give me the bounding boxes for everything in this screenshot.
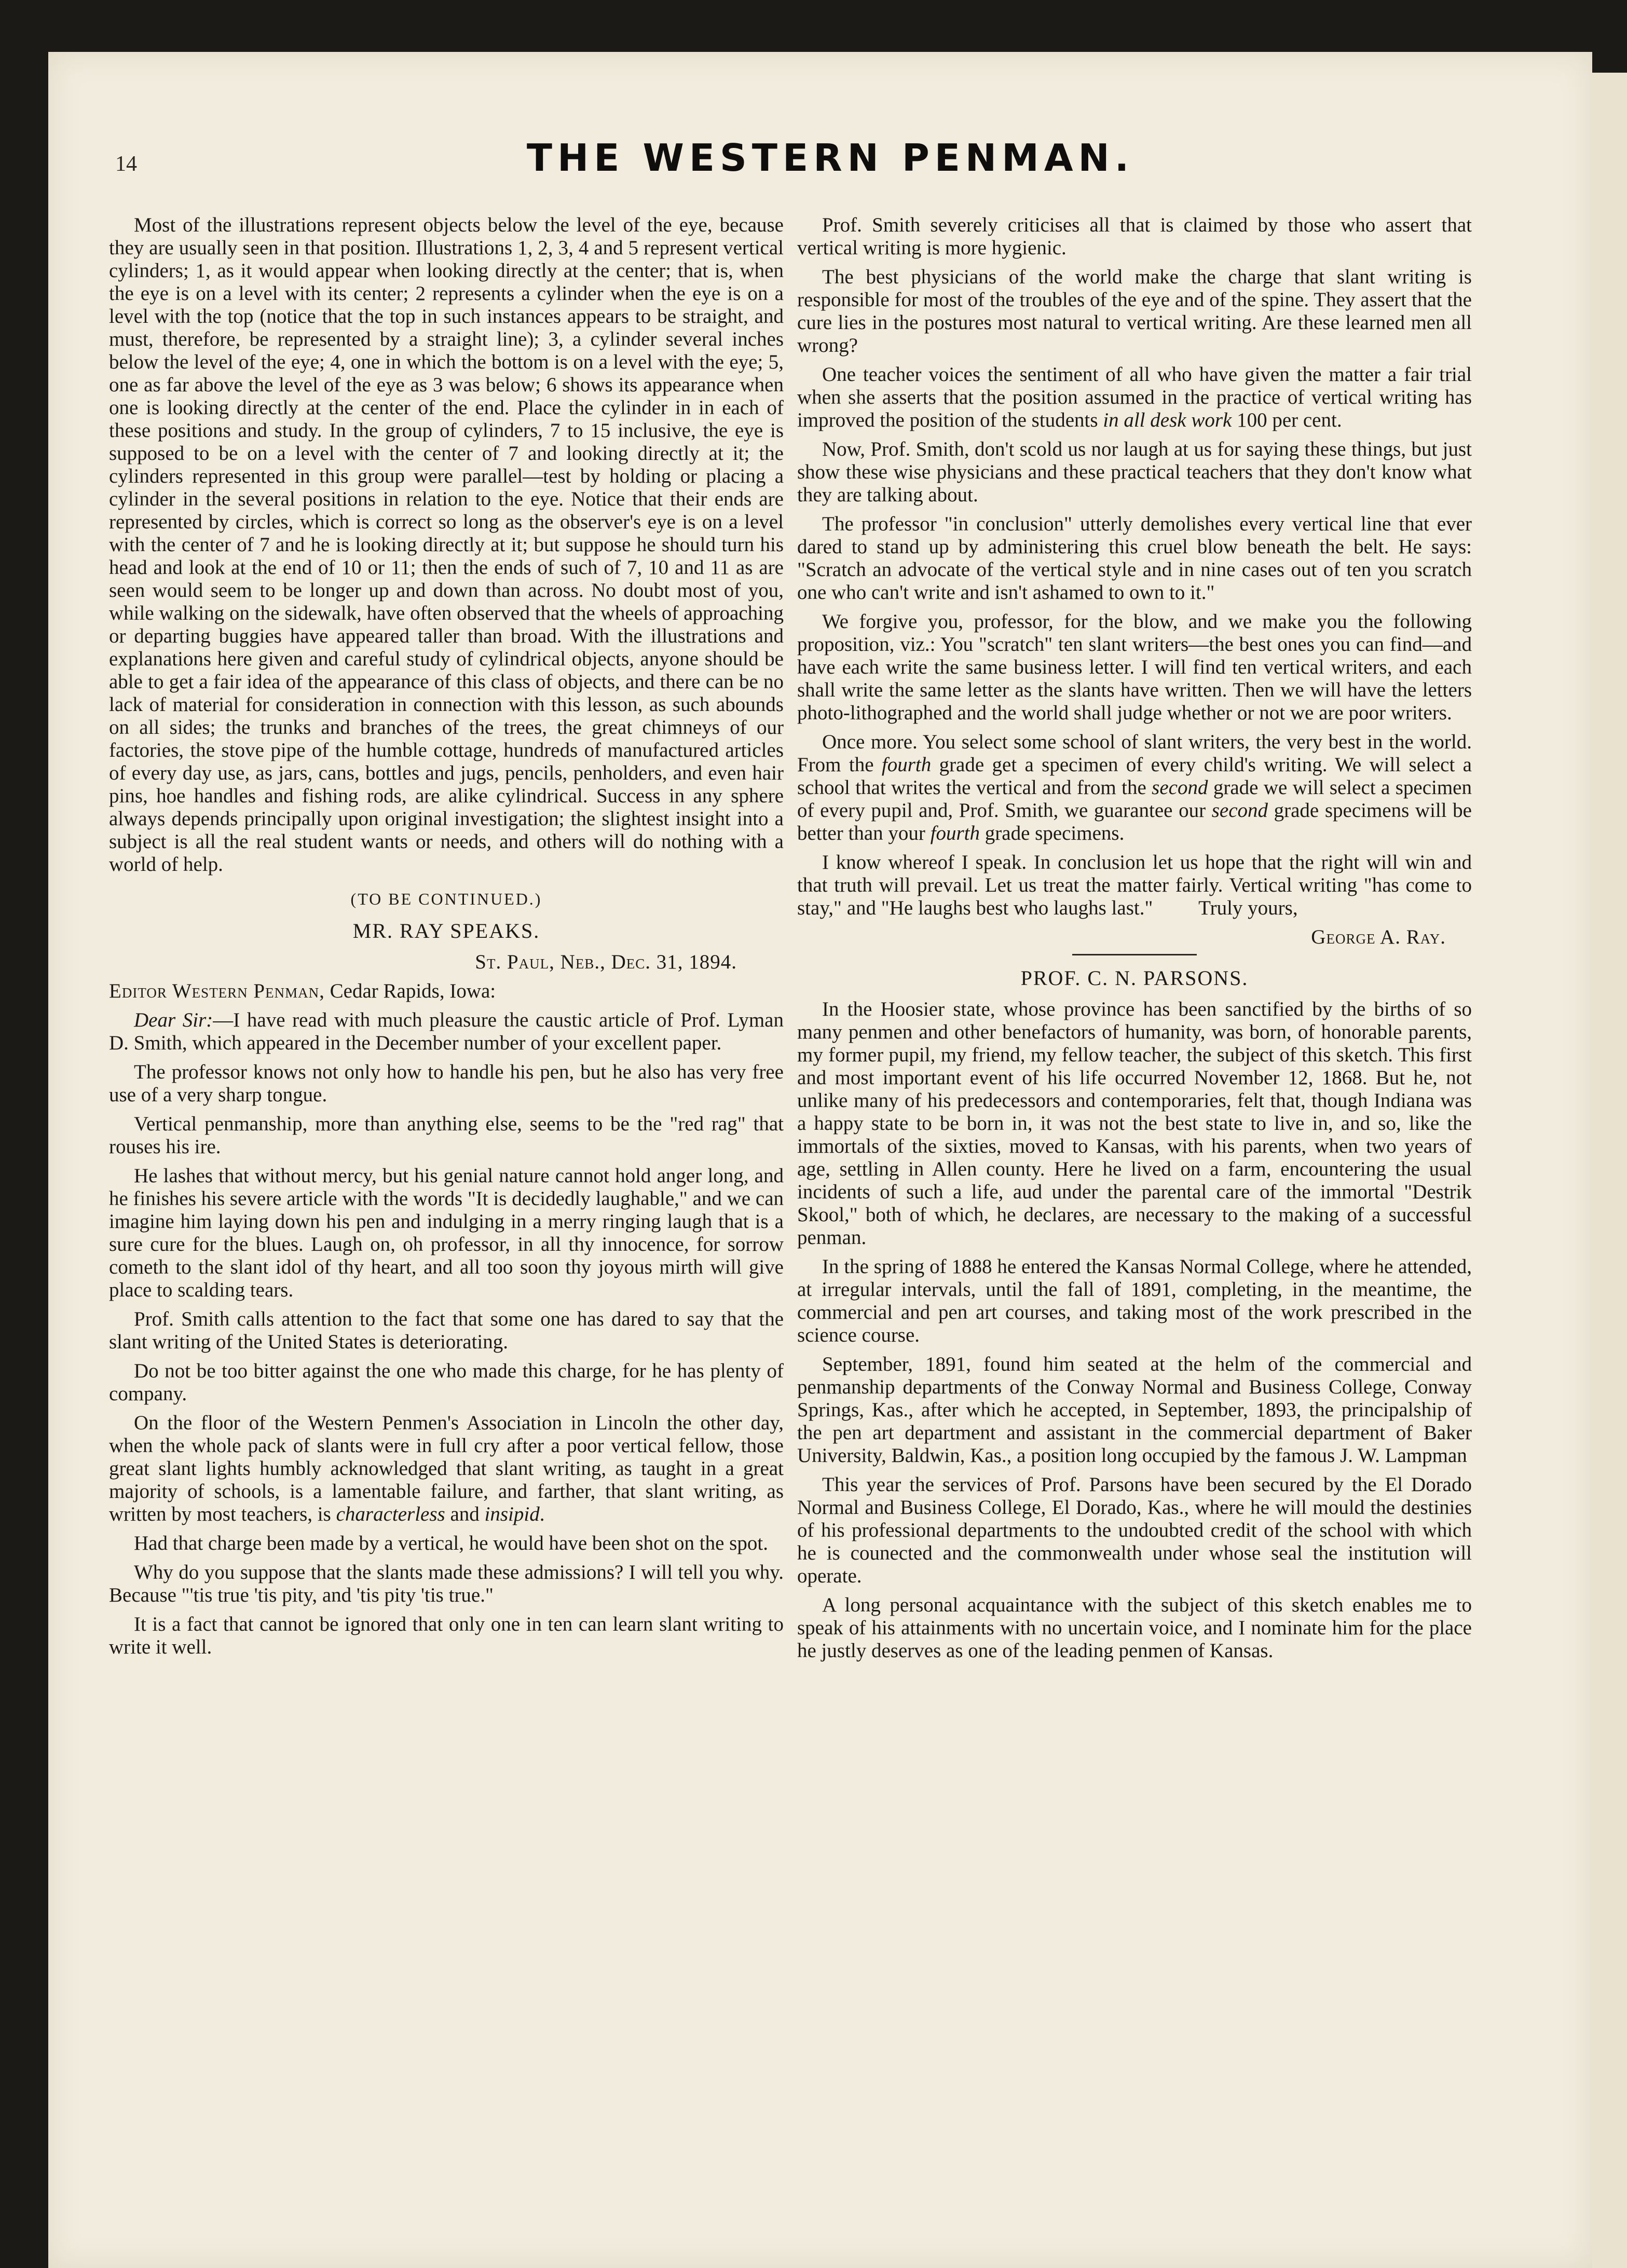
letter-paragraph: Why do you suppose that the slants made these admissions? I will tell you why. Because "'tis true 'tis pity, and 'tis pity 'tis true." xyxy=(109,1561,784,1606)
letter-paragraph: Had that charge been made by a vertical, he would have been shot on the spot. xyxy=(134,1532,768,1554)
letter-paragraph: Now, Prof. Smith, don't scold us nor laugh at us for saying these things, but just show these wise physicians and these practical teachers that they don't know what they are talking about. xyxy=(797,438,1472,506)
article-heading-mr-ray: MR. RAY SPEAKS. xyxy=(352,919,540,942)
letter-paragraph: On the floor of the Western Penmen's Association in Lincoln the other day, when the whole pack of slants were in full cry after a poor vertical fellow, those great slant lights humbly acknowledged that slant writing, as taught in a great majority of schools, is a lamentable failure, and farther, that slant writing, as written by most teachers, is characterless and insipid. xyxy=(109,1412,784,1525)
right-column xyxy=(797,214,1472,1662)
sketch-paragraph: In the spring of 1888 he entered the Kansas Normal College, where he attended, at irregular intervals, until the fall of 1891, completing, in the meantime, the commercial and pen art courses, and taking most of the work prescribed in the science course. xyxy=(797,1255,1472,1346)
letter-paragraph: The professor knows not only how to handle his pen, but he also has very free use of a very sharp tongue. xyxy=(109,1061,784,1106)
letter-paragraph: He lashes that without mercy, but his genial nature cannot hold anger long, and he finishes his severe article with the words "It is decidedly laughable," and we can imagine him laying down his pen and indulging in a merry ringing laugh that is a sure cure for the blues. Laugh on, oh professor, in all thy innocence, for sorrow cometh to the slant idol of thy heart, and all too soon thy joyous mirth will give place to scalding tears. xyxy=(109,1165,784,1301)
left-column xyxy=(109,214,784,1659)
letter-paragraph: It is a fact that cannot be ignored that only one in ten can learn slant writing to write it well. xyxy=(109,1613,784,1658)
letter-paragraph: The best physicians of the world make the charge that slant writing is responsible for most of the troubles of the eye and of the spine. They assert that the cure lies in the postures most natural to vertical writing. Are these learned men all wrong? xyxy=(797,266,1472,357)
drawing-lesson-paragraph: Most of the illustrations represent objects below the level of the eye, because they are usually seen in that position. Illustrations 1, 2, 3, 4 and 5 represent vertical cylinders; 1, as it would appear when looking directly at the center; that is, when the eye is on a level with its center; 2 represents a cylinder when the eye is on a level with the top (notice that the top in such instances appears to be straight, and must, therefore, be represented by a straight line); 3, a cylinder several inches below the level of the eye; 4, one in which the bottom is on a level with the eye; 5, one as far above the level of the eye as 3 was below; 6 shows its appearance when one is looking directly at the center of the end. Place the cylinder in in each of these positions and study. In the group of cylinders, 7 to 15 inclusive, the eye is supposed to be on a level with the center of 7 and looking directly at it; the cylinders represented in this group were parallel—test by holding or placing a cylinder in the several positions in relation to the eye. Notice that their ends are represented by circles, which is correct so long as the observer's eye is on a level with the center of 7 and he is looking directly at it; but suppose he should turn his head and look at the end of 10 or 11; then the ends of such of 7, 10 and 11 as are seen would seem to be longer up and down than across. No doubt most of you, while walking on the sidewalk, have often observed that the wheels of approaching or departing buggies have appeared taller than broad. With the illustrations and explanations here given and careful study of cylindrical objects, anyone should be able to get a fair idea of the appearance of this class of objects, and there can be no lack of material for consideration in connection with this lesson, as such abounds on all sides; the trunks and branches of the trees, the great chimneys of our factories, the stove pipe of the humble cottage, hundreds of manufactured articles of every day use, as jars, cans, bottles and jugs, pencils, penholders, and even hair pins, hoe handles and fishing rods, are alike cylindrical. Success in any sphere always depends principally upon original investigation; the slightest insight into a subject is all the real student wants or needs, and others will do nothing with a world of help. xyxy=(109,214,784,876)
letter-paragraph: Once more. You select some school of slant writers, the very best in the world. From the fourth grade get a specimen of every child's writing. We will select a school that writes the vertical and from the second grade we will select a specimen of every pupil and, Prof. Smith, we guarantee our second grade specimens will be better than your fourth grade specimens. xyxy=(797,731,1472,844)
article-heading-parsons: PROF. C. N. PARSONS. xyxy=(1020,966,1249,990)
closing: Truly yours, xyxy=(1198,897,1298,919)
letter-paragraph: Vertical penmanship, more than anything else, seems to be the "red rag" that rouses his ire. xyxy=(109,1113,784,1158)
to-be-continued: (TO BE CONTINUED.) xyxy=(350,890,542,908)
sketch-paragraph: This year the services of Prof. Parsons have been secured by the El Dorado Normal and Business College, El Dorado, Kas., where he will mould the destinies of his professional departments to the undoubted credit of the school with which he is counected and the commonwealth under whose seal the institution will operate. xyxy=(797,1473,1472,1587)
address-place: Cedar Rapids, Iowa: xyxy=(324,980,496,1002)
letter-paragraph: Prof. Smith severely criticises all that is claimed by those who assert that vertical writing is more hygienic. xyxy=(797,214,1472,259)
address-name: Editor Western Penman, xyxy=(109,980,325,1002)
sketch-paragraph: In the Hoosier state, whose province has been sanctified by the births of so many penmen and other benefactors of humanity, was born, of honorable parents, my former pupil, my friend, my fellow teacher, the subject of this sketch. This first and most important event of his life occurred November 12, 1868. But he, not unlike many of his predecessors and contemporaries, felt that, though Indiana was a happy state to be born in, it was not the best state to live in, and so, like the immortals of the sixties, moved to Kansas, with his parents, when two years of age, settling in Allen county. Here he lived on a farm, encountering the usual incidents of such a life, aud under the parental care of the immortal "Destrik Skool," both of which, he declares, are necessary to the making of a successful penman. xyxy=(797,998,1472,1249)
letter-paragraph: Prof. Smith calls attention to the fact that some one has dared to say that the slant writing of the United States is deteriorating. xyxy=(109,1308,784,1353)
masthead-title: THE WESTERN PENMAN. xyxy=(526,136,1134,180)
letter-paragraph: I know whereof I speak. In conclusion let us hope that the right will win and that truth will prevail. Let us treat the matter fairly. Vertical writing "has come to stay," and "He laughs best who laughs last." Truly yours, xyxy=(797,851,1472,919)
sketch-paragraph: A long personal acquaintance with the subject of this sketch enables me to speak of his attainments with no uncertain voice, and I nominate him for the place he justly deserves as one of the leading penmen of Kansas. xyxy=(797,1594,1472,1662)
letter-paragraph: Dear Sir:—I have read with much pleasure the caustic article of Prof. Lyman D. Smith, which appeared in the December number of your excellent paper. xyxy=(109,1009,784,1054)
letter-paragraph: Do not be too bitter against the one who made this charge, for he has plenty of company. xyxy=(109,1360,784,1405)
letter-paragraph: We forgive you, professor, for the blow, and we make you the following proposition, viz.: You "scratch" ten slant writers—the best ones you can find—and have each write the same business letter. I will find ten vertical writers, and each shall write the same letter as the slants have written. Then we will have the letters photo-lithographed and the world shall judge whether or not we are poor writers. xyxy=(797,610,1472,724)
address-line xyxy=(109,980,784,1003)
sketch-paragraph: September, 1891, found him seated at the helm of the commercial and penmanship departments of the Conway Normal and Business College, Conway Springs, Kas., after which he accepted, in September, 1893, the principalship of the pen art department and assistant in the commercial department of Baker University, Baldwin, Kas., a position long occupied by the famous J. W. Lampman xyxy=(797,1353,1472,1467)
divider-rule xyxy=(1072,954,1197,955)
page-number: 14 xyxy=(115,152,137,176)
signature: George A. Ray. xyxy=(1311,926,1446,948)
next-page-edge xyxy=(1592,73,1627,2268)
dateline: St. Paul, Neb., Dec. 31, 1894. xyxy=(475,951,737,973)
salutation: Dear Sir: xyxy=(134,1009,213,1031)
letter-paragraph: One teacher voices the sentiment of all who have given the matter a fair trial when she asserts that the position assumed in the practice of vertical writing has improved the position of the students in all desk work 100 per cent. xyxy=(797,363,1472,431)
letter-paragraph: The professor "in conclusion" utterly demolishes every vertical line that ever dared to stand up by administering this cruel blow beneath the belt. He says: "Scratch an advocate of the vertical style and in nine cases out of ten you scratch one who can't write and isn't ashamed to own to it." xyxy=(797,513,1472,604)
